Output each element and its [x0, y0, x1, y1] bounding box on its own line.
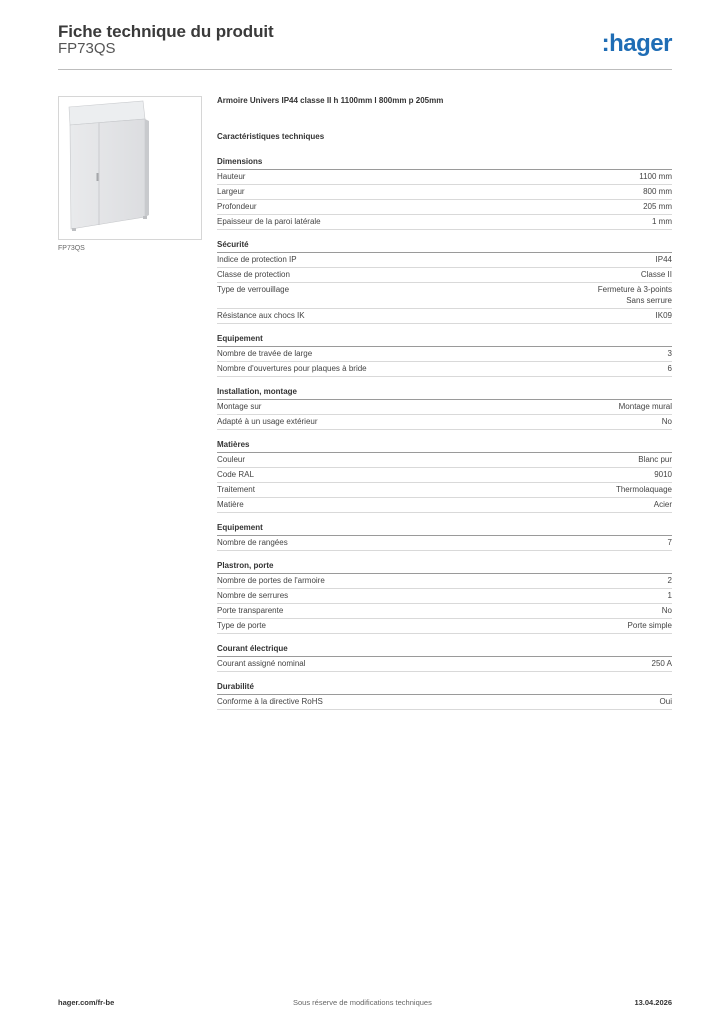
- section-title: Equipement: [217, 334, 672, 347]
- spec-section: [217, 523, 672, 551]
- footer-date: 13.04.2026: [634, 998, 672, 1007]
- spec-row: [217, 215, 672, 230]
- spec-row: [217, 185, 672, 200]
- spec-row: [217, 574, 672, 589]
- spec-section: [217, 440, 672, 513]
- spec-row: [217, 347, 672, 362]
- hager-logo: :hager: [601, 30, 672, 57]
- spec-value: Porte simple: [627, 620, 672, 630]
- spec-value: Fermeture à 3-points Sans serrure: [597, 285, 672, 305]
- spec-row: [217, 657, 672, 672]
- spec-sections: [217, 157, 672, 710]
- spec-value: Classe II: [640, 270, 672, 279]
- spec-label: Nombre de serrures: [217, 590, 289, 600]
- spec-label: Adapté à un usage extérieur: [217, 416, 318, 426]
- spec-label: Type de porte: [217, 620, 266, 630]
- spec-label: Traitement: [217, 484, 255, 494]
- spec-label: Nombre de travée de large: [217, 348, 313, 358]
- product-description: Armoire Univers IP44 classe II h 1100mm l 800mm p 205mm: [217, 96, 444, 105]
- spec-row: [217, 695, 672, 710]
- spec-label: Code RAL: [217, 469, 254, 479]
- spec-section: [217, 561, 672, 634]
- footer-disclaimer: Sous réserve de modifications techniques: [293, 998, 432, 1007]
- spec-label: Nombre de portes de l'armoire: [217, 575, 325, 585]
- footer-website: hager.com/fr-be: [58, 998, 115, 1007]
- spec-value: Blanc pur: [638, 454, 672, 464]
- spec-section: [217, 682, 672, 710]
- section-title: Sécurité: [217, 240, 672, 253]
- spec-value: No: [661, 416, 672, 426]
- section-title: Installation, montage: [217, 387, 672, 400]
- spec-value: 250 A: [651, 658, 672, 668]
- spec-row: [217, 200, 672, 215]
- spec-value: Acier: [653, 499, 672, 509]
- spec-row: [217, 619, 672, 634]
- spec-section: [217, 157, 672, 230]
- spec-label: Montage sur: [217, 401, 262, 411]
- image-caption: FP73QS: [58, 245, 85, 252]
- spec-value: 6: [667, 363, 672, 373]
- spec-row: [217, 498, 672, 513]
- spec-row: [217, 468, 672, 483]
- spec-section: [217, 644, 672, 672]
- section-title: Matières: [217, 440, 672, 453]
- spec-label: Profondeur: [217, 202, 257, 211]
- spec-label: Nombre de rangées: [217, 537, 288, 547]
- spec-label: Indice de protection IP: [217, 255, 297, 264]
- product-code: FP73QS: [58, 40, 116, 57]
- spec-value: 2: [667, 575, 672, 585]
- spec-label: Matière: [217, 499, 244, 509]
- spec-label: Couleur: [217, 454, 246, 464]
- tech-heading: Caractéristiques techniques: [217, 132, 325, 141]
- spec-value: No: [661, 605, 672, 615]
- spec-value: 9010: [654, 469, 672, 479]
- spec-value: 1100 mm: [639, 172, 672, 181]
- section-title: Equipement: [217, 523, 672, 536]
- section-title: Courant électrique: [217, 644, 672, 657]
- spec-value: 3: [667, 348, 672, 358]
- spec-value: Montage mural: [618, 401, 672, 411]
- spec-row: [217, 589, 672, 604]
- section-title: Dimensions: [217, 157, 672, 170]
- spec-label: Epaisseur de la paroi latérale: [217, 217, 321, 226]
- cabinet-product-photo-icon: [59, 97, 201, 239]
- spec-value: 1 mm: [652, 217, 672, 226]
- page-title: Fiche technique du produit: [58, 22, 274, 41]
- spec-section: [217, 334, 672, 377]
- spec-value: Oui: [659, 696, 672, 706]
- spec-row: [217, 309, 672, 324]
- spec-row: [217, 362, 672, 377]
- spec-label: Courant assigné nominal: [217, 658, 306, 668]
- spec-value: 205 mm: [643, 202, 672, 211]
- spec-row: [217, 536, 672, 551]
- spec-section: [217, 387, 672, 430]
- spec-label: Hauteur: [217, 172, 246, 181]
- spec-section: [217, 240, 672, 324]
- section-title: Plastron, porte: [217, 561, 672, 574]
- spec-label: Nombre d'ouvertures pour plaques à bride: [217, 363, 367, 373]
- spec-row: [217, 400, 672, 415]
- spec-label: Type de verrouillage: [217, 285, 290, 294]
- spec-value: IP44: [655, 255, 672, 264]
- spec-content: [217, 96, 672, 720]
- spec-label: Résistance aux chocs IK: [217, 310, 305, 320]
- spec-label: Largeur: [217, 187, 245, 196]
- spec-label: Conforme à la directive RoHS: [217, 696, 323, 706]
- spec-label: Porte transparente: [217, 605, 284, 615]
- spec-label: Classe de protection: [217, 270, 290, 279]
- spec-value: IK09: [655, 310, 672, 320]
- spec-value: 1: [667, 590, 672, 600]
- spec-row: [217, 453, 672, 468]
- spec-row: [217, 170, 672, 185]
- spec-row: [217, 268, 672, 283]
- spec-value: 7: [667, 537, 672, 547]
- header-divider: [58, 69, 672, 70]
- spec-row: [217, 253, 672, 268]
- spec-value: 800 mm: [643, 187, 672, 196]
- section-title: Durabilité: [217, 682, 672, 695]
- spec-value: Thermolaquage: [615, 484, 672, 494]
- spec-row: [217, 283, 672, 309]
- spec-row: [217, 604, 672, 619]
- spec-row: [217, 483, 672, 498]
- spec-row: [217, 415, 672, 430]
- product-image: [58, 96, 202, 240]
